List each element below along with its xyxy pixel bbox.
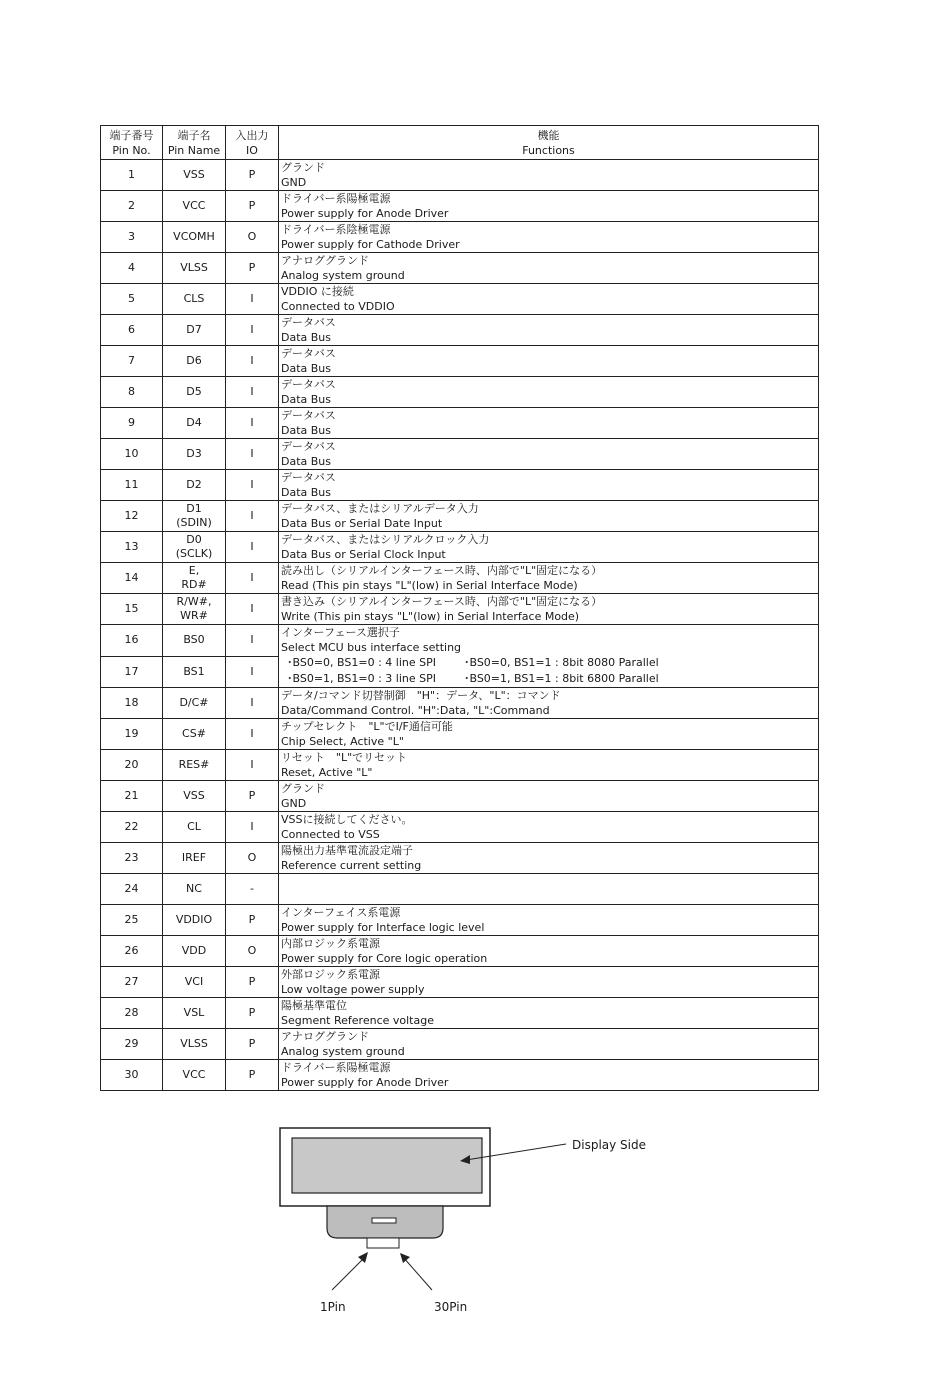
function-en: Data Bus or Serial Clock Input bbox=[281, 548, 446, 561]
pin-function bbox=[279, 346, 819, 377]
pin-function bbox=[279, 470, 819, 501]
pin-io: I bbox=[226, 625, 279, 657]
pin-name: BS1 bbox=[163, 656, 226, 688]
pin1-leader bbox=[332, 1256, 366, 1290]
pin30-leader bbox=[403, 1257, 432, 1290]
table-row bbox=[101, 346, 819, 377]
function-en: Power supply for Core logic operation bbox=[281, 952, 488, 965]
function-jp: VSSに接続してください。 bbox=[281, 813, 413, 826]
pin-io: O bbox=[226, 222, 279, 253]
pin-function bbox=[279, 998, 819, 1029]
pin-function bbox=[279, 843, 819, 874]
pin-io: P bbox=[226, 967, 279, 998]
pin-number: 30 bbox=[101, 1060, 163, 1091]
pin-name: VSS bbox=[163, 160, 226, 191]
pin-name: VLSS bbox=[163, 253, 226, 284]
table-header-row bbox=[101, 126, 819, 160]
pin-name: IREF bbox=[163, 843, 226, 874]
function-en: Power supply for Interface logic level bbox=[281, 921, 485, 934]
pin-io: O bbox=[226, 936, 279, 967]
function-jp: アナロググランド bbox=[281, 254, 369, 267]
table-row bbox=[101, 905, 819, 936]
pin-number: 14 bbox=[101, 563, 163, 594]
pin-number: 24 bbox=[101, 874, 163, 905]
table-row bbox=[101, 781, 819, 812]
function-en: Connected to VDDIO bbox=[281, 300, 395, 313]
pin-function bbox=[279, 594, 819, 625]
pin-name: VSS bbox=[163, 781, 226, 812]
function-jp: データバス bbox=[281, 409, 336, 422]
pin-name: D5 bbox=[163, 377, 226, 408]
pin-number: 8 bbox=[101, 377, 163, 408]
table-row bbox=[101, 563, 819, 594]
table-row bbox=[101, 253, 819, 284]
pin-number: 13 bbox=[101, 532, 163, 563]
pin-io: P bbox=[226, 1060, 279, 1091]
function-jp: 書き込み（シリアルインターフェース時、内部で"L"固定になる） bbox=[281, 595, 603, 608]
pin-name: VCC bbox=[163, 1060, 226, 1091]
header-io: 入出力 IO bbox=[226, 126, 279, 160]
pin1-arrowhead bbox=[358, 1252, 368, 1263]
pin-io: - bbox=[226, 874, 279, 905]
pin-number: 17 bbox=[101, 656, 163, 688]
pin-number: 26 bbox=[101, 936, 163, 967]
pin-name: VCOMH bbox=[163, 222, 226, 253]
pin-name: VDDIO bbox=[163, 905, 226, 936]
table-row bbox=[101, 843, 819, 874]
pin-function bbox=[279, 688, 819, 719]
function-jp: リセット "L"でリセット bbox=[281, 751, 408, 764]
function-jp: グランド bbox=[281, 161, 325, 174]
pin-function bbox=[279, 1060, 819, 1091]
function-en: Data Bus bbox=[281, 362, 332, 375]
table-row bbox=[101, 532, 819, 563]
function-jp: VDDIO に接続 bbox=[281, 285, 354, 298]
pin-io: I bbox=[226, 656, 279, 688]
pin-function bbox=[279, 967, 819, 998]
function-en: Write (This pin stays "L"(low) in Serial Interface Mode) bbox=[281, 610, 580, 623]
pin-io: O bbox=[226, 843, 279, 874]
function-en: Analog system ground bbox=[281, 269, 405, 282]
table-row bbox=[101, 812, 819, 843]
function-en: Reference current setting bbox=[281, 859, 422, 872]
function-en: Data Bus bbox=[281, 331, 332, 344]
function-en: Low voltage power supply bbox=[281, 983, 425, 996]
function-en: Segment Reference voltage bbox=[281, 1014, 434, 1027]
table-row bbox=[101, 719, 819, 750]
pin-number: 18 bbox=[101, 688, 163, 719]
pin-name-line: E, bbox=[188, 564, 200, 577]
pin-name bbox=[163, 532, 226, 563]
pin-name-alt-line: (SCLK) bbox=[175, 547, 213, 560]
pin-number: 2 bbox=[101, 191, 163, 222]
function-jp: データバス bbox=[281, 347, 336, 360]
function-jp: データバス bbox=[281, 440, 336, 453]
pin-function bbox=[279, 719, 819, 750]
pin-name: VSL bbox=[163, 998, 226, 1029]
function-jp: データバス、またはシリアルクロック入力 bbox=[281, 533, 490, 546]
function-en: GND bbox=[281, 176, 307, 189]
pin-io: I bbox=[226, 812, 279, 843]
function-jp: チップセレクト "L"でI/F通信可能 bbox=[281, 720, 453, 733]
pin-io: I bbox=[226, 563, 279, 594]
pin-function bbox=[279, 874, 819, 905]
pin-function bbox=[279, 284, 819, 315]
function-jp: インターフェイス系電源 bbox=[281, 906, 401, 919]
pin-number: 12 bbox=[101, 501, 163, 532]
function-jp: データバス bbox=[281, 471, 336, 484]
pin-name-alt-line: WR# bbox=[180, 609, 208, 622]
function-en: Reset, Active "L" bbox=[281, 766, 373, 779]
pin-io: I bbox=[226, 501, 279, 532]
pin-name: CS# bbox=[163, 719, 226, 750]
pin-name: VDD bbox=[163, 936, 226, 967]
pin-number: 21 bbox=[101, 781, 163, 812]
pin-function bbox=[279, 905, 819, 936]
pin-name: D4 bbox=[163, 408, 226, 439]
table-row bbox=[101, 750, 819, 781]
pin-function bbox=[279, 501, 819, 532]
pin-function bbox=[279, 1029, 819, 1060]
header-pin-name: 端子名 Pin Name bbox=[163, 126, 226, 160]
fpc-contacts bbox=[367, 1238, 399, 1248]
connector-diagram bbox=[270, 1120, 700, 1320]
pin-function bbox=[279, 439, 819, 470]
pin-io: P bbox=[226, 160, 279, 191]
pin-function bbox=[279, 253, 819, 284]
pin-number: 19 bbox=[101, 719, 163, 750]
pin-function bbox=[279, 315, 819, 346]
pin-table bbox=[100, 125, 819, 1091]
pin-name-alt-line: (SDIN) bbox=[176, 516, 212, 529]
pin-io: P bbox=[226, 253, 279, 284]
function-jp: アナロググランド bbox=[281, 1030, 369, 1043]
pin-io: I bbox=[226, 470, 279, 501]
pin-number: 29 bbox=[101, 1029, 163, 1060]
pin-number: 20 bbox=[101, 750, 163, 781]
pin-name-alt-line: RD# bbox=[181, 578, 207, 591]
pin-io: P bbox=[226, 781, 279, 812]
pin-name: CL bbox=[163, 812, 226, 843]
pin-function bbox=[279, 191, 819, 222]
function-jp: 内部ロジック系電源 bbox=[281, 937, 380, 950]
table-row bbox=[101, 1029, 819, 1060]
pin-name: VLSS bbox=[163, 1029, 226, 1060]
pin-io: I bbox=[226, 532, 279, 563]
table-row bbox=[101, 408, 819, 439]
display-side-label: Display Side bbox=[572, 1138, 646, 1152]
function-jp: グランド bbox=[281, 782, 325, 795]
function-en: Data Bus bbox=[281, 455, 332, 468]
table-row bbox=[101, 191, 819, 222]
function-jp: 陽極基準電位 bbox=[281, 999, 347, 1012]
pin-name-line: R/W#, bbox=[176, 595, 212, 608]
function-jp: 陽極出力基準電流設定端子 bbox=[281, 844, 413, 857]
pin-io: I bbox=[226, 719, 279, 750]
pin-name: BS0 bbox=[163, 625, 226, 657]
pin-function bbox=[279, 750, 819, 781]
pin-name bbox=[163, 594, 226, 625]
table-row bbox=[101, 284, 819, 315]
pin30-arrowhead bbox=[400, 1253, 410, 1263]
table-row bbox=[101, 936, 819, 967]
pin-io: P bbox=[226, 1029, 279, 1060]
pin-io: P bbox=[226, 998, 279, 1029]
pin-function bbox=[279, 408, 819, 439]
table-row bbox=[101, 222, 819, 253]
pin-number: 4 bbox=[101, 253, 163, 284]
pin-function bbox=[279, 160, 819, 191]
pin-function bbox=[279, 563, 819, 594]
bus-select-function bbox=[279, 625, 819, 688]
pin-number: 25 bbox=[101, 905, 163, 936]
pin-number: 7 bbox=[101, 346, 163, 377]
pin-name bbox=[163, 563, 226, 594]
pin-number: 9 bbox=[101, 408, 163, 439]
pin-function bbox=[279, 222, 819, 253]
pin-name-line: D1 bbox=[186, 502, 202, 515]
pin-number: 3 bbox=[101, 222, 163, 253]
pin-number: 27 bbox=[101, 967, 163, 998]
function-en: Analog system ground bbox=[281, 1045, 405, 1058]
pin-io: I bbox=[226, 688, 279, 719]
function-jp: インターフェース選択子 bbox=[281, 626, 400, 639]
pin-io: P bbox=[226, 191, 279, 222]
display-area bbox=[292, 1138, 482, 1193]
table-row bbox=[101, 998, 819, 1029]
function-jp: データ/コマンド切替制御 "H"：データ、"L"：コマンド bbox=[281, 689, 561, 702]
function-en: Data Bus bbox=[281, 424, 332, 437]
table-row bbox=[101, 160, 819, 191]
table-row bbox=[101, 594, 819, 625]
function-en: Data Bus bbox=[281, 486, 332, 499]
pin30-label: 30Pin bbox=[434, 1300, 468, 1314]
pin-number: 5 bbox=[101, 284, 163, 315]
pin-number: 22 bbox=[101, 812, 163, 843]
function-en: Power supply for Anode Driver bbox=[281, 207, 449, 220]
function-jp: データバス、またはシリアルデータ入力 bbox=[281, 502, 479, 515]
pin-number: 1 bbox=[101, 160, 163, 191]
pin-number: 11 bbox=[101, 470, 163, 501]
pin-number: 15 bbox=[101, 594, 163, 625]
function-en: Select MCU bus interface setting bbox=[281, 641, 462, 654]
fpc-slot bbox=[372, 1218, 396, 1223]
bus-option-line: ･BS0=1, BS1=0 : 3 line SPI ･BS0=1, BS1=1 : 8bit 6800 Parallel bbox=[287, 672, 659, 685]
pin-io: I bbox=[226, 594, 279, 625]
pin-name: D3 bbox=[163, 439, 226, 470]
table-row bbox=[101, 439, 819, 470]
table-row bbox=[101, 967, 819, 998]
pin-function bbox=[279, 936, 819, 967]
function-jp: 外部ロジック系電源 bbox=[281, 968, 380, 981]
table-row bbox=[101, 874, 819, 905]
pin-io: I bbox=[226, 408, 279, 439]
table-row bbox=[101, 377, 819, 408]
pin-io: I bbox=[226, 750, 279, 781]
table-row bbox=[101, 470, 819, 501]
pin-number: 23 bbox=[101, 843, 163, 874]
table-row bbox=[101, 1060, 819, 1091]
function-en: GND bbox=[281, 797, 307, 810]
function-jp: ドライバー系陰極電源 bbox=[281, 223, 391, 236]
pin-name: VCI bbox=[163, 967, 226, 998]
function-en: Power supply for Anode Driver bbox=[281, 1076, 449, 1089]
function-en: Data/Command Control. "H":Data, "L":Command bbox=[281, 704, 550, 717]
function-jp: データバス bbox=[281, 316, 336, 329]
pin-number: 28 bbox=[101, 998, 163, 1029]
table-row bbox=[101, 501, 819, 532]
function-jp: ドライバー系陽極電源 bbox=[281, 1061, 391, 1074]
function-en: Data Bus or Serial Date Input bbox=[281, 517, 443, 530]
pin1-label: 1Pin bbox=[320, 1300, 346, 1314]
function-en: Connected to VSS bbox=[281, 828, 380, 841]
pin-name: NC bbox=[163, 874, 226, 905]
pin-function bbox=[279, 532, 819, 563]
pin-io: I bbox=[226, 284, 279, 315]
pin-name: RES# bbox=[163, 750, 226, 781]
pin-name-line: D0 bbox=[186, 533, 202, 546]
function-jp: データバス bbox=[281, 378, 336, 391]
pin-function bbox=[279, 812, 819, 843]
function-jp: 読み出し（シリアルインターフェース時、内部で"L"固定になる） bbox=[281, 564, 603, 577]
bus-option-line: ･BS0=0, BS1=0 : 4 line SPI ･BS0=0, BS1=1 : 8bit 8080 Parallel bbox=[287, 656, 659, 669]
function-en: Data Bus bbox=[281, 393, 332, 406]
pin-number: 16 bbox=[101, 625, 163, 657]
pin-io: I bbox=[226, 377, 279, 408]
pin-name: CLS bbox=[163, 284, 226, 315]
function-jp: ドライバー系陽極電源 bbox=[281, 192, 391, 205]
table-row bbox=[101, 688, 819, 719]
pin-name bbox=[163, 501, 226, 532]
pin-name: VCC bbox=[163, 191, 226, 222]
table-row bbox=[101, 625, 819, 657]
pin-number: 10 bbox=[101, 439, 163, 470]
pin-name: D6 bbox=[163, 346, 226, 377]
pin-name: D7 bbox=[163, 315, 226, 346]
function-en: Chip Select, Active "L" bbox=[281, 735, 404, 748]
pin-io: I bbox=[226, 315, 279, 346]
header-functions: 機能 Functions bbox=[279, 126, 819, 160]
function-en: Power supply for Cathode Driver bbox=[281, 238, 460, 251]
pin-io: P bbox=[226, 905, 279, 936]
pin-name: D/C# bbox=[163, 688, 226, 719]
pin-number: 6 bbox=[101, 315, 163, 346]
function-en: Read (This pin stays "L"(low) in Serial Interface Mode) bbox=[281, 579, 578, 592]
table-row bbox=[101, 315, 819, 346]
pin-name: D2 bbox=[163, 470, 226, 501]
pin-function bbox=[279, 781, 819, 812]
pin-function bbox=[279, 377, 819, 408]
pin-io: I bbox=[226, 346, 279, 377]
header-pin-no: 端子番号 Pin No. bbox=[101, 126, 163, 160]
pin-io: I bbox=[226, 439, 279, 470]
